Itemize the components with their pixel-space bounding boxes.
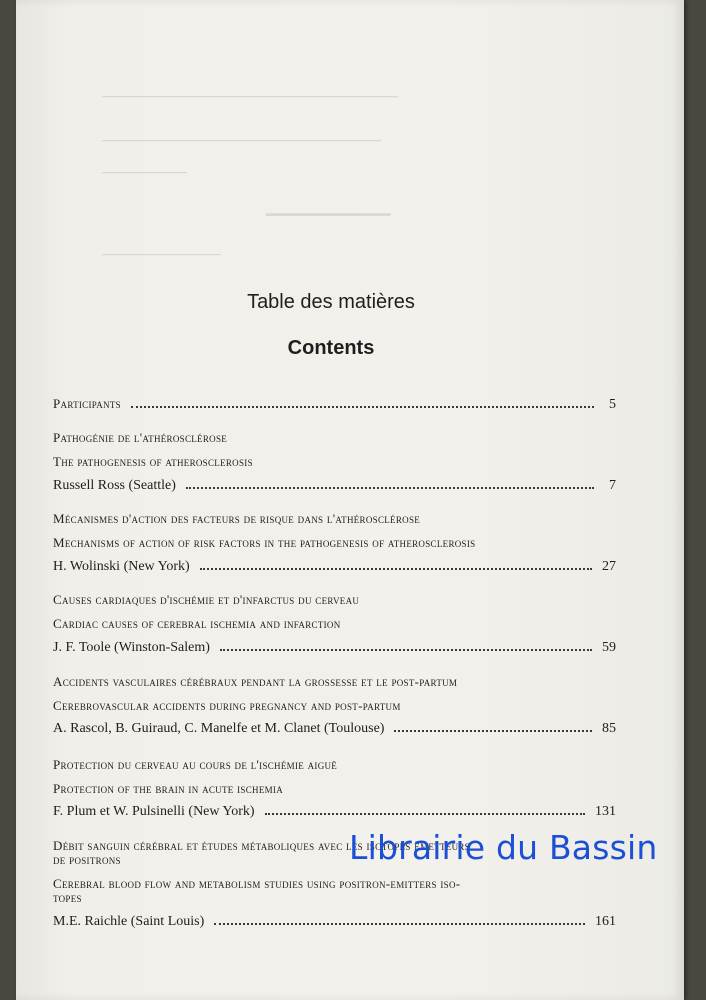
bleed-through-text: ▔▔▔▔▔▔▔▔▔ xyxy=(266,214,391,234)
dot-leader xyxy=(220,648,592,651)
bookseller-watermark: Librairie du Bassin xyxy=(349,828,658,867)
book-page xyxy=(16,0,684,1000)
bleed-through-text: ▔▔▔▔▔▔▔▔▔▔▔▔▔▔▔▔▔▔▔▔▔▔▔▔▔▔▔▔▔▔▔▔▔▔▔ xyxy=(102,97,399,109)
toc-row[interactable] xyxy=(53,559,616,575)
entry-title-en: The pathogenesis of atherosclerosis xyxy=(53,454,253,469)
entry-author: M.E. Raichle (Saint Louis) xyxy=(53,914,205,929)
dot-leader xyxy=(131,405,594,408)
entry-title-fr: Protection du cerveau au cours de l'ischémie aiguë xyxy=(53,757,338,772)
entry-title-fr: Débit sanguin cérébral et études métaboliques avec les isotopes émetteurs xyxy=(53,838,470,853)
entry-author: H. Wolinski (New York) xyxy=(53,559,190,574)
entry-title-en-cont: topes xyxy=(53,890,82,905)
heading-english: Contents xyxy=(287,337,375,359)
entry-author: J. F. Toole (Winston-Salem) xyxy=(53,640,210,655)
heading-french: Table des matières xyxy=(247,291,415,313)
entry-title-en: Cerebral blood flow and metabolism studies using positron-emitters iso- xyxy=(53,876,461,891)
entry-title-fr: Causes cardiaques d'ischémie et d'infarctus du cerveau xyxy=(53,592,360,607)
toc-row[interactable] xyxy=(53,640,616,656)
bleed-through-text: ▔▔▔▔▔▔▔▔▔▔ xyxy=(102,173,187,185)
toc-label: Participants xyxy=(53,396,121,411)
entry-title-fr-cont: de positrons xyxy=(53,852,121,867)
entry-title-fr: Pathogénie de l'athérosclérose xyxy=(53,430,228,445)
dot-leader xyxy=(265,812,585,815)
page-number: 27 xyxy=(602,559,616,574)
entry-title-fr: Mécanismes d'action des facteurs de risque dans l'athérosclérose xyxy=(53,511,421,526)
page-number: 59 xyxy=(602,640,616,655)
entry-author: Russell Ross (Seattle) xyxy=(53,478,176,493)
toc-row[interactable] xyxy=(53,914,616,930)
entry-author: A. Rascol, B. Guiraud, C. Manelfe et M. Clanet (Toulouse) xyxy=(53,721,385,736)
entry-author: F. Plum et W. Pulsinelli (New York) xyxy=(53,804,255,819)
entry-title-en: Cerebrovascular accidents during pregnancy and post-partum xyxy=(53,698,401,713)
dot-leader xyxy=(214,922,585,925)
page-number: 161 xyxy=(595,914,616,929)
entry-title-en: Mechanisms of action of risk factors in the pathogenesis of atherosclerosis xyxy=(53,535,476,550)
bleed-through-text: ▔▔▔▔▔▔▔▔▔▔▔▔▔▔▔▔▔▔▔▔▔▔▔▔▔▔▔▔▔▔▔▔▔ xyxy=(102,141,382,153)
dot-leader xyxy=(200,567,592,570)
toc-row[interactable] xyxy=(53,804,616,820)
page-number: 85 xyxy=(602,721,616,736)
toc-row[interactable] xyxy=(53,721,616,737)
toc-row-participants[interactable] xyxy=(53,396,616,413)
entry-title-en: Protection of the brain in acute ischemia xyxy=(53,781,284,796)
page-number: 7 xyxy=(609,478,616,493)
dot-leader xyxy=(394,729,592,732)
toc-row[interactable] xyxy=(53,478,616,494)
entry-title-en: Cardiac causes of cerebral ischemia and infarction xyxy=(53,616,341,631)
entry-title-fr: Accidents vasculaires cérébraux pendant la grossesse et le post-partum xyxy=(53,674,458,689)
page-number: 5 xyxy=(609,397,616,412)
page-number: 131 xyxy=(595,804,616,819)
dot-leader xyxy=(186,486,594,489)
bleed-through-text: ▔▔▔▔▔▔▔▔▔▔▔▔▔▔ xyxy=(102,255,221,267)
